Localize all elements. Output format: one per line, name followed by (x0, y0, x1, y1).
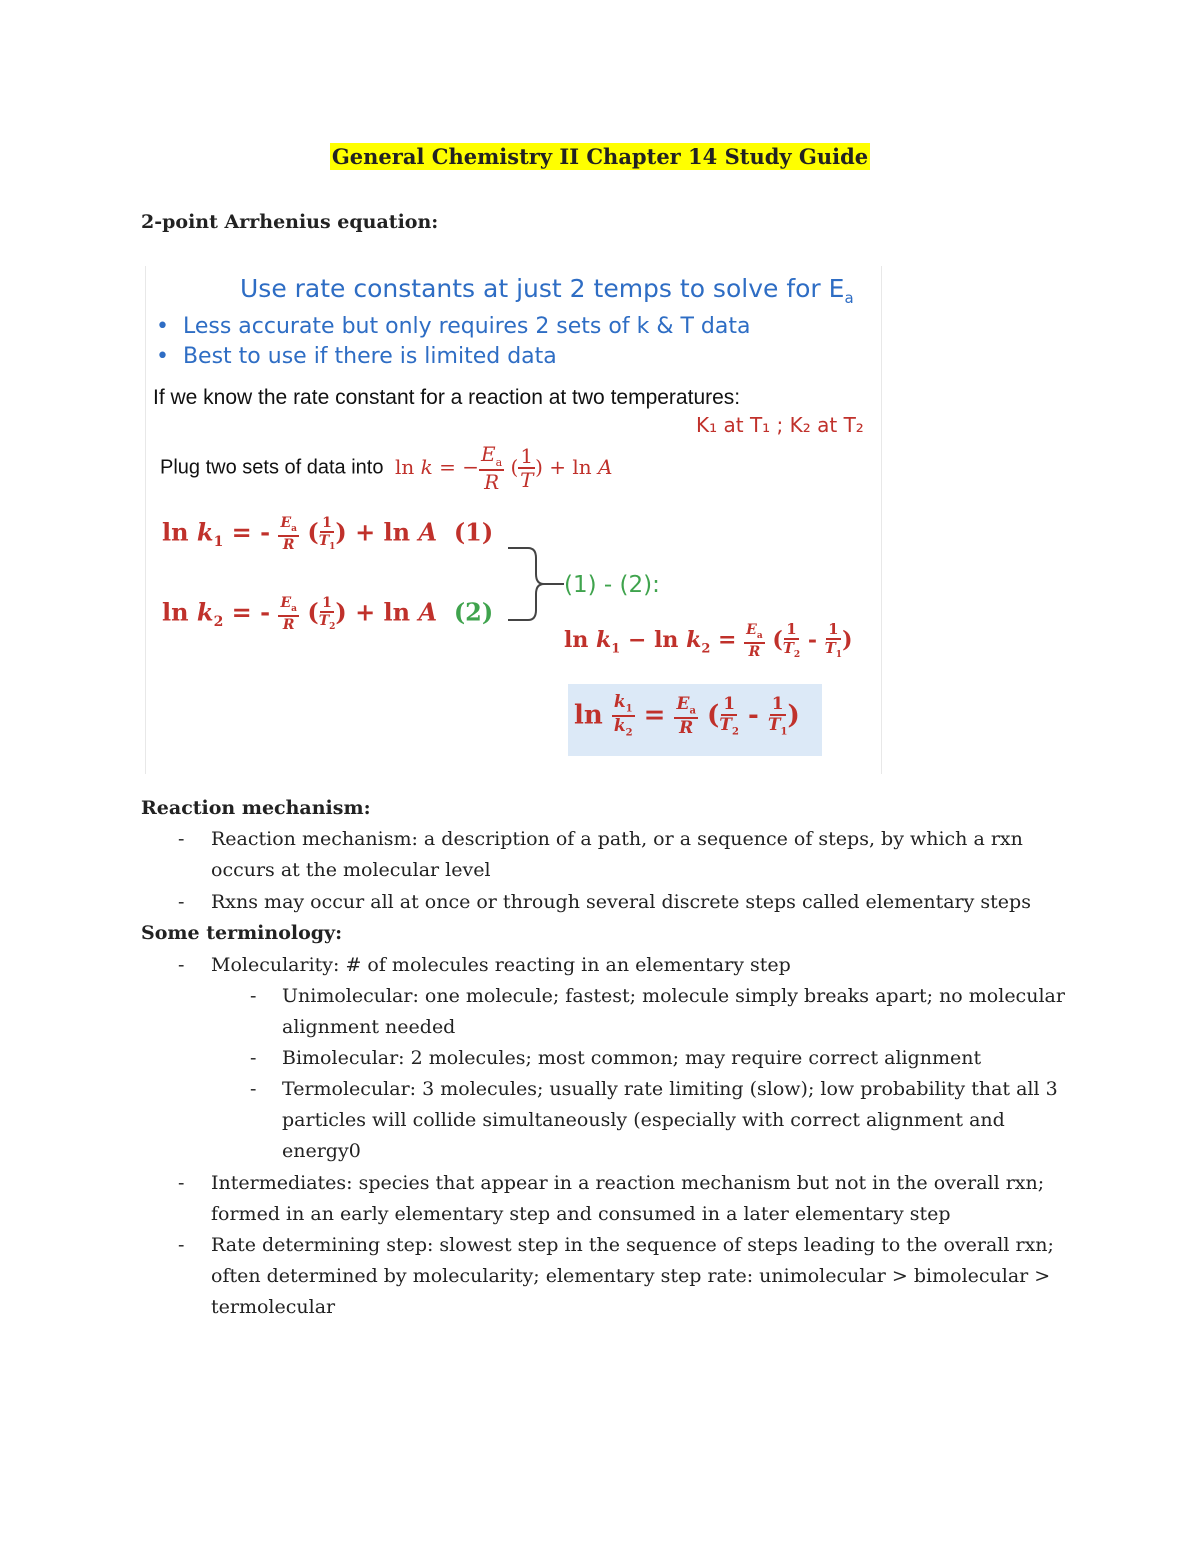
slide-conditions: K₁ at T₁ ; K₂ at T₂ (696, 413, 864, 437)
list-item-text: Unimolecular: one molecule; fastest; molecule simply breaks apart; no molecular (282, 985, 1065, 1007)
sub-list-item: - (250, 985, 257, 1007)
equation-1: $\ln k_1$ = - $\frac{E_a}{R}$ ( $\frac{1}{T_1}$ ) + ln A (1) (162, 515, 494, 553)
slide-bullet: • Best to use if there is limited data (156, 344, 557, 369)
list-item-text: energy0 (282, 1140, 361, 1162)
list-item-text: Molecularity: # of molecules reacting in an elementary step (211, 954, 791, 976)
plug-line: Plug two sets of data into ln k = − $\frac{E_a}{R}$ ( $\frac{1}{T}$ ) + ln A (160, 442, 613, 494)
list-item-text: particles will collide simultaneously (especially with correct alignment and (282, 1109, 1005, 1131)
list-item: - (178, 891, 185, 913)
arrhenius-heading: 2-point Arrhenius equation: (141, 211, 439, 233)
list-item-text: often determined by molecularity; elementary step rate: unimolecular > bimolecular > (211, 1265, 1051, 1287)
arrhenius-general-equation: ln k = − $\frac{E_a}{R}$ ( $\frac{1}{T}$ ) + ln A (395, 442, 613, 494)
difference-label: (1) - (2): (564, 572, 660, 598)
list-item: - (178, 828, 185, 850)
list-item: - (178, 1172, 185, 1194)
page-title: General Chemistry II Chapter 14 Study Guide (331, 144, 869, 169)
slide-intro: If we know the rate constant for a reaction at two temperatures: (153, 386, 741, 409)
terminology-heading: Some terminology: (141, 922, 343, 944)
list-item: - (178, 1234, 185, 1256)
list-item-text: Rxns may occur all at once or through several discrete steps called elementary steps (211, 891, 1031, 913)
slide-headline: Use rate constants at just 2 temps to solve for $E_a$ (240, 274, 854, 307)
list-item-text: occurs at the molecular level (211, 859, 491, 881)
list-item-text: termolecular (211, 1296, 336, 1318)
difference-equation: $\ln k_1 - \ln k_2$ = $\frac{E_a}{R}$ ( $\frac{1}{T_2}$ - $\frac{1}{T_1}$ ) (564, 620, 853, 660)
list-item: - (178, 954, 185, 976)
brace-icon (506, 544, 566, 626)
list-item-text: Reaction mechanism: a description of a path, or a sequence of steps, by which a rxn (211, 828, 1023, 850)
sub-list-item: - (250, 1078, 257, 1100)
list-item-text: Bimolecular: 2 molecules; most common; may require correct alignment (282, 1047, 982, 1069)
sub-list-item: - (250, 1047, 257, 1069)
list-item-text: alignment needed (282, 1016, 456, 1038)
list-item-text: Rate determining step: slowest step in the sequence of steps leading to the overall rxn; (211, 1234, 1054, 1256)
equation-2-label: (2) (453, 597, 494, 627)
list-item-text: Termolecular: 3 molecules; usually rate limiting (slow); low probability that all 3 (282, 1078, 1058, 1100)
final-equation: ln $\frac{k_1}{k_2}$ = $\frac{E_a}{R}$ ( $\frac{1}{T_2}$ - $\frac{1}{T_1}$ ) (574, 692, 800, 739)
slide-bullet: • Less accurate but only requires 2 sets of k & T data (156, 314, 751, 339)
equation-1-label: (1) (453, 517, 494, 547)
equation-2: $\ln k_2$ = - $\frac{E_a}{R}$ ( $\frac{1}{T_2}$ ) + ln A (2) (162, 595, 494, 633)
mechanism-heading: Reaction mechanism: (141, 797, 371, 819)
list-item-text: formed in an early elementary step and consumed in a later elementary step (211, 1203, 951, 1225)
arrhenius-slide (145, 266, 882, 774)
list-item-text: Intermediates: species that appear in a reaction mechanism but not in the overall rxn; (211, 1172, 1045, 1194)
